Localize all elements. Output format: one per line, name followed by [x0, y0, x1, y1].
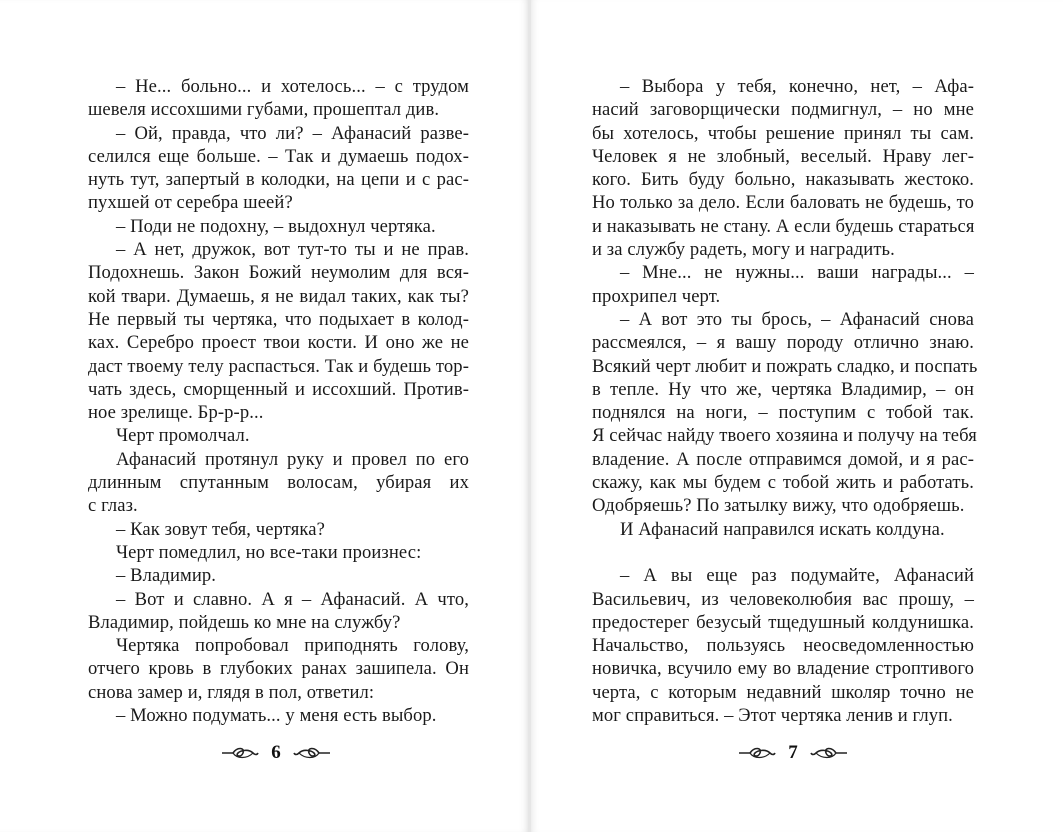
text-line: – Как зовут тебя, чертяка?: [116, 518, 325, 540]
text-line: – А вот это ты брось, – Афанасий снова: [620, 308, 974, 330]
text-line: Одобряешь? По затылку вижу, что одобряешь.: [592, 495, 965, 517]
text-line: в тепле. Ну что же, чертяка Владимир, – он: [592, 378, 974, 400]
text-line: – Мне... не нужны... ваши награды... –: [620, 262, 974, 284]
text-line: Владимир, пойдешь ко мне на службу?: [88, 611, 401, 633]
text-line: с глаз.: [88, 495, 138, 517]
text-line: Человек я не злобный, веселый. Нраву лег-: [592, 145, 974, 167]
section-break: [592, 541, 974, 564]
text-line: Но только за дело. Если баловать не будешь, то: [592, 192, 974, 214]
ornament-right-icon: [810, 746, 848, 760]
text-line: – Владимир.: [116, 565, 217, 587]
text-line: бы хотелось, чтобы решение принял ты сам.: [592, 122, 974, 144]
text-line: поднялся на ноги, – поступим с тобой так.: [592, 402, 974, 424]
text-line: шевеля иссохшими губами, прошептал див.: [88, 99, 440, 121]
text-line: нуть тут, запертый в колодки, на цепи и с рас-: [88, 169, 469, 191]
left-page-text: [88, 75, 469, 727]
text-line: – А вы еще раз подумайте, Афанасий: [620, 565, 974, 587]
ornament-left-icon: [221, 746, 259, 760]
ornament-right-icon: [293, 746, 331, 760]
text-line: Афанасий протянул руку и провел по его: [116, 448, 469, 470]
text-line: скажу, как мы будем с тобой жить и работать.: [592, 472, 974, 494]
text-line: отчего кровь в глубоких ранах зашипела. Он: [88, 658, 469, 680]
text-line: Я сейчас найду твоего хозяина и получу на тебя: [592, 425, 977, 447]
text-line: – Можно подумать... у меня есть выбор.: [116, 705, 437, 727]
text-line: даст твоему телу распасться. Так и будешь тор-: [88, 355, 469, 377]
text-line: Всякий черт любит и пожрать сладко, и поспать: [592, 355, 978, 377]
text-line: новичка, всучило ему во владение строптивого: [592, 658, 974, 680]
ornament-left-icon: [738, 746, 776, 760]
text-line: Не первый ты чертяка, что подыхает в колод-: [88, 308, 469, 330]
text-line: насий заговорщически подмигнул, – но мне: [592, 99, 974, 121]
text-line: снова замер и, глядя в пол, ответил:: [88, 681, 375, 703]
text-line: мог справиться. – Этот чертяка ленив и глуп.: [592, 705, 953, 727]
text-line: кой твари. Думаешь, я не видал таких, как ты?: [88, 285, 469, 307]
left-page-folio: [218, 741, 334, 765]
text-line: Черт помедлил, но все-таки произнес:: [116, 541, 422, 563]
text-line: – Вот и славно. А я – Афанасий. А что,: [116, 588, 469, 610]
text-line: и за службу радеть, могу и наградить.: [592, 239, 895, 261]
text-line: Начальство, пользуясь неосведомленностью: [592, 635, 974, 657]
text-line: кого. Бить буду больно, наказывать жестоко.: [592, 169, 974, 191]
page-number: 7: [788, 742, 798, 763]
text-line: – Выбора у тебя, конечно, нет, – Афа-: [620, 76, 974, 97]
text-line: и наказывать не стану. А если будешь стараться: [592, 215, 975, 237]
page-number: 6: [271, 742, 281, 763]
text-line: – Поди не подохну, – выдохнул чертяка.: [116, 215, 436, 237]
text-line: черта, с которым недавний школяр точно не: [592, 681, 974, 703]
right-page-text: [592, 75, 978, 727]
text-line: предостерег безусый тщедушный колдунишка.: [592, 611, 974, 633]
left-page: [0, 0, 528, 832]
text-line: длинным спутанным волосам, убирая их: [88, 472, 469, 494]
text-line: ках. Серебро проест твои кости. И оно же не: [88, 332, 469, 354]
text-line: чать здесь, сморщенный и иссохший. Против-: [88, 378, 469, 400]
text-line: – Не... больно... и хотелось... – с трудом: [116, 76, 469, 97]
text-line: ное зрелище. Бр-р-р...: [88, 402, 264, 424]
text-line: рассмеялся, – я вашу породу отлично знаю.: [592, 332, 974, 354]
text-line: прохрипел черт.: [592, 285, 721, 307]
text-line: Васильевич, из человеколюбия вас прошу, –: [592, 588, 974, 610]
text-line: – Ой, правда, что ли? – Афанасий разве-: [116, 122, 469, 144]
text-line: владение. А после отправимся домой, и я рас-: [592, 448, 974, 470]
text-line: Чертяка попробовал приподнять голову,: [116, 635, 469, 657]
text-line: пухшей от серебра шеей?: [88, 192, 293, 214]
text-line: – А нет, дружок, вот тут-то ты и не прав.: [116, 239, 469, 261]
text-line: селился еще больше. – Так и думаешь подох-: [88, 145, 469, 167]
text-line: Подохнешь. Закон Божий неумолим для вся-: [88, 262, 469, 284]
right-page-folio: [728, 741, 858, 765]
text-line: И Афанасий направился искать колдуна.: [620, 518, 945, 540]
text-line: Черт промолчал.: [116, 425, 250, 447]
